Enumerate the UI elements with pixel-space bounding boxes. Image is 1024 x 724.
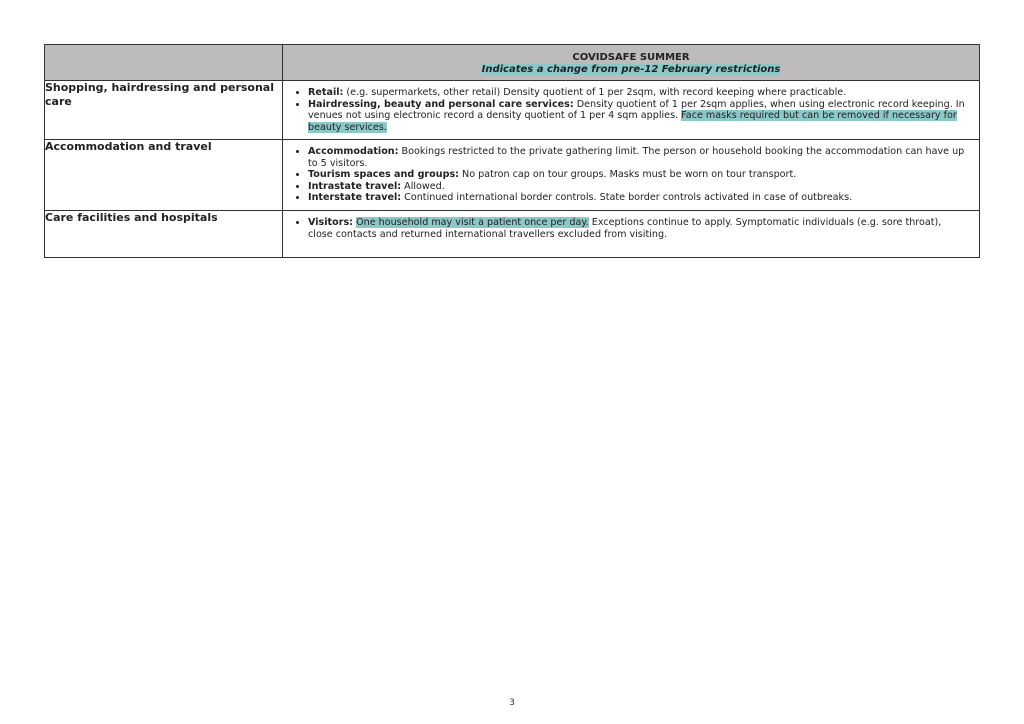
list-item: [308, 87, 969, 99]
restrictions-table: [44, 44, 980, 258]
item-text: (e.g. supermarkets, other retail) Density quotient of 1 per 2sqm, with record keeping where practicable.: [343, 87, 847, 98]
item-text: Bookings restricted to the private gathering limit. The person or household booking the accommodation can have up to 5 visitors.: [308, 146, 965, 169]
table-row: [45, 140, 980, 211]
bullet-list: [283, 81, 979, 137]
item-label: Accommodation:: [308, 146, 399, 157]
bullet-list: [283, 211, 979, 244]
item-label: Retail:: [308, 87, 344, 98]
item-highlight: Face masks required but can be removed if necessary for beauty services.: [308, 110, 957, 133]
item-text: Allowed.: [401, 180, 445, 192]
list-item: [308, 181, 969, 193]
item-label: Interstate travel:: [308, 192, 402, 204]
table-subtitle: Indicates a change from pre-12 February restrictions: [481, 64, 781, 75]
bullet-list: [283, 140, 979, 208]
category-cell: Shopping, hairdressing and personal care: [45, 81, 283, 140]
header-empty-cell: [45, 45, 283, 81]
detail-cell: [283, 81, 980, 140]
item-text: No patron cap on tour groups. Masks must be worn on tour transport.: [459, 169, 797, 181]
page-number: 3: [509, 698, 515, 708]
list-item: [308, 99, 969, 134]
item-highlight: One household may visit a patient once per day.: [356, 217, 589, 228]
item-label: Tourism spaces and groups:: [308, 169, 459, 181]
table-row: [45, 211, 980, 258]
table-header-row: [45, 45, 980, 81]
list-item: [308, 169, 969, 181]
item-text: Continued international border controls. State border controls activated in case of outbreaks.: [401, 192, 853, 204]
item-text: Exceptions continue to apply. Symptomatic individuals (e.g. sore throat), close contacts and returned international travellers excluded from visiting.: [308, 217, 942, 240]
table-row: [45, 81, 980, 140]
table-title: COVIDSAFE SUMMER: [572, 52, 690, 63]
item-label: Hairdressing, beauty and personal care services:: [308, 98, 574, 110]
list-item: [308, 146, 969, 169]
item-label: Visitors:: [308, 217, 353, 228]
header-cell: [283, 45, 980, 81]
category-cell: Care facilities and hospitals: [45, 211, 283, 258]
item-text: Density quotient of 1 per 2sqm applies, when using electronic record keeping. In venues not using electronic record a density quotient of 1 per 4 sqm applies.: [308, 98, 965, 122]
item-label: Intrastate travel:: [308, 180, 402, 192]
list-item: [308, 192, 969, 204]
category-cell: Accommodation and travel: [45, 140, 283, 211]
detail-cell: [283, 140, 980, 211]
detail-cell: [283, 211, 980, 258]
list-item: [308, 217, 969, 240]
